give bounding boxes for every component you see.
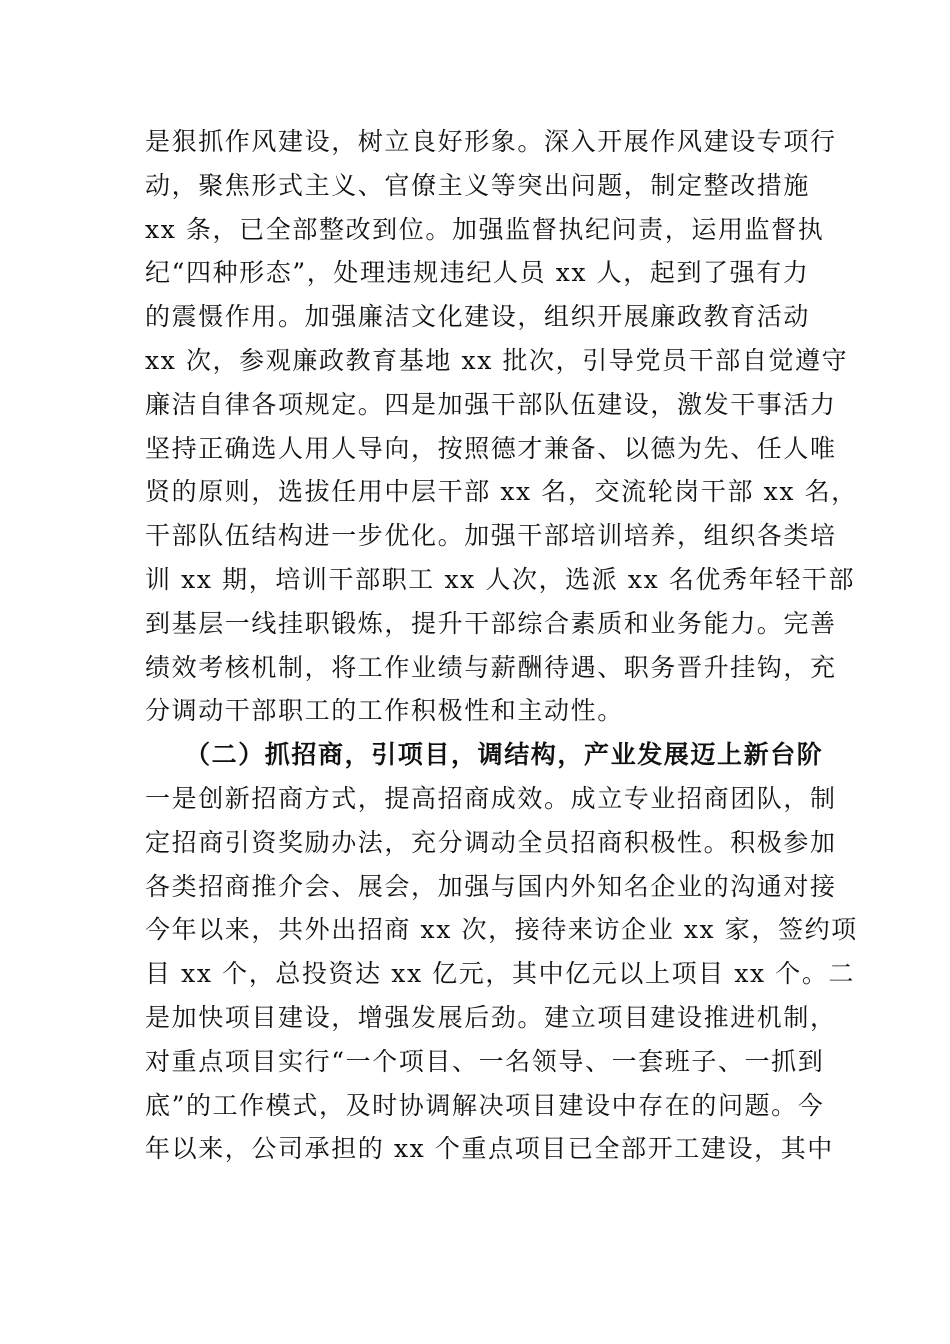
text-line: 到基层一线挂职锻炼，提升干部综合素质和业务能力。完善 <box>145 608 837 638</box>
text-line: 各类招商推介会、展会，加强与国内外知名企业的沟通对接 <box>145 871 837 901</box>
text-line: 训 xx 期，培训干部职工 xx 人次，选派 xx 名优秀年轻干部 <box>145 564 856 594</box>
text-line: 坚持正确选人用人导向，按照德才兼备、以德为先、任人唯 <box>145 433 837 463</box>
text-line: 贤的原则，选拔任用中层干部 xx 名，交流轮岗干部 xx 名， <box>145 477 858 507</box>
text-line: 绩效考核机制，将工作业绩与薪酬待遇、职务晋升挂钩，充 <box>145 652 837 682</box>
section-heading: （二）抓招商，引项目，调结构，产业发展迈上新台阶 <box>185 740 824 770</box>
text-line: 对重点项目实行“一个项目、一名领导、一套班子、一抓到 <box>145 1046 825 1076</box>
text-line: 是狠抓作风建设，树立良好形象。深入开展作风建设专项行 <box>145 127 837 156</box>
text-line: 底”的工作模式，及时协调解决项目建设中存在的问题。今 <box>145 1090 825 1120</box>
text-line: 一是创新招商方式，提高招商成效。成立专业招商团队，制 <box>145 783 837 813</box>
text-line: 定招商引资奖励办法，充分调动全员招商积极性。积极参加 <box>145 827 837 857</box>
text-line: 动，聚焦形式主义、官僚主义等突出问题，制定整改措施 <box>145 170 811 200</box>
text-line: 干部队伍结构进一步优化。加强干部培训培养，组织各类培 <box>145 521 837 551</box>
document-body <box>145 120 858 1171</box>
text-line: 今年以来，共外出招商 xx 次，接待来访企业 xx 家，签约项 <box>145 915 858 945</box>
text-line: 廉洁自律各项规定。四是加强干部队伍建设，激发干事活力 <box>145 389 837 419</box>
text-line: 分调动干部职工的工作积极性和主动性。 <box>145 696 624 726</box>
text-line: xx 条，已全部整改到位。加强监督执纪问责，运用监督执 <box>145 214 825 244</box>
text-line: xx 次，参观廉政教育基地 xx 批次，引导党员干部自觉遵守 <box>145 345 849 375</box>
text-line: 目 xx 个，总投资达 xx 亿元，其中亿元以上项目 xx 个。二 <box>145 959 856 989</box>
text-line: 的震慑作用。加强廉洁文化建设，组织开展廉政教育活动 <box>145 302 811 332</box>
text-line: 纪“四种形态”，处理违规违纪人员 xx 人，起到了强有力 <box>145 258 810 288</box>
text-line: 年以来，公司承担的 xx 个重点项目已全部开工建设，其中 <box>145 1134 834 1164</box>
text-line: 是加快项目建设，增强发展后劲。建立项目建设推进机制， <box>145 1002 837 1032</box>
